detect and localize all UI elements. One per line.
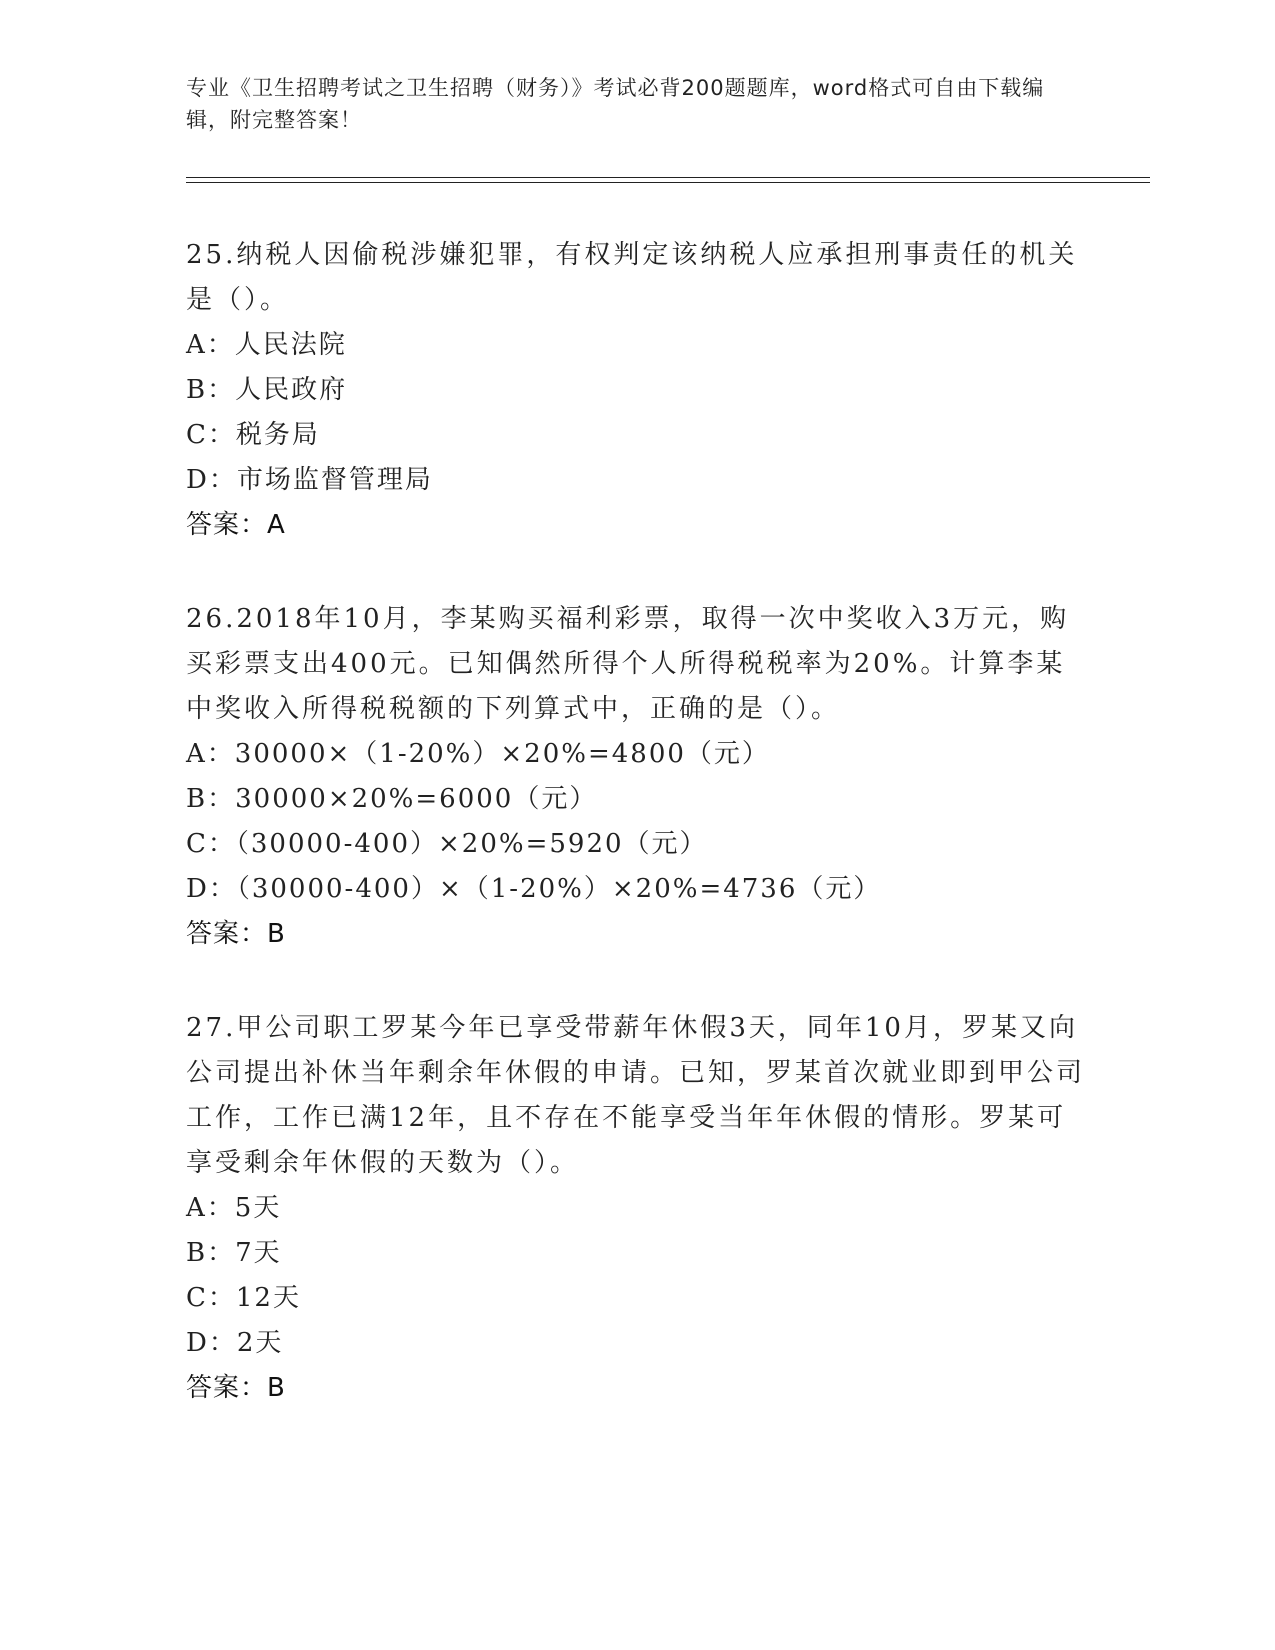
header-divider-top bbox=[186, 177, 1150, 178]
option-a: A：30000×（1-20%）×20%=4800（元） bbox=[186, 739, 770, 769]
answer: 答案：B bbox=[186, 919, 286, 949]
question-stem: 26.2018年10月，李某购买福利彩票，取得一次中奖收入3万元，购买彩票支出400元。已知偶然所得个人所得税税率为20%。计算李某中奖收入所得税税额的下列算式中，正确的是（）。 bbox=[186, 604, 1070, 724]
question-stem: 27.甲公司职工罗某今年已享受带薪年休假3天，同年10月，罗某又向公司提出补休当年剩余年休假的申请。已知，罗某首次就业即到甲公司工作，工作已满12年，且不存在不能享受当年年休假的情形。罗某可享受剩余年休假的天数为（）。 bbox=[186, 1013, 1086, 1178]
question-25 bbox=[186, 233, 1086, 548]
question-stem: 25.纳税人因偷税涉嫌犯罪，有权判定该纳税人应承担刑事责任的机关是（）。 bbox=[186, 240, 1078, 315]
option-b: B：7天 bbox=[186, 1238, 282, 1268]
answer: 答案：B bbox=[186, 1373, 286, 1403]
option-c: C：（30000-400）×20%=5920（元） bbox=[186, 829, 708, 859]
document-header: 专业《卫生招聘考试之卫生招聘（财务）》考试必背200题题库，word格式可自由下载编辑，附完整答案！ bbox=[186, 76, 1045, 132]
option-c: C：税务局 bbox=[186, 420, 320, 450]
option-a: A：5天 bbox=[186, 1193, 282, 1223]
option-b: B：人民政府 bbox=[186, 375, 348, 405]
option-d: D：2天 bbox=[186, 1328, 284, 1358]
question-26 bbox=[186, 597, 1086, 957]
option-d: D：（30000-400）×（1-20%）×20%=4736（元） bbox=[186, 874, 882, 904]
header-divider-bottom bbox=[186, 182, 1150, 183]
answer: 答案：A bbox=[186, 510, 286, 540]
option-c: C：12天 bbox=[186, 1283, 301, 1313]
question-27 bbox=[186, 1006, 1086, 1411]
option-d: D：市场监督管理局 bbox=[186, 465, 433, 495]
option-b: B：30000×20%=6000（元） bbox=[186, 784, 598, 814]
option-a: A：人民法院 bbox=[186, 330, 347, 360]
